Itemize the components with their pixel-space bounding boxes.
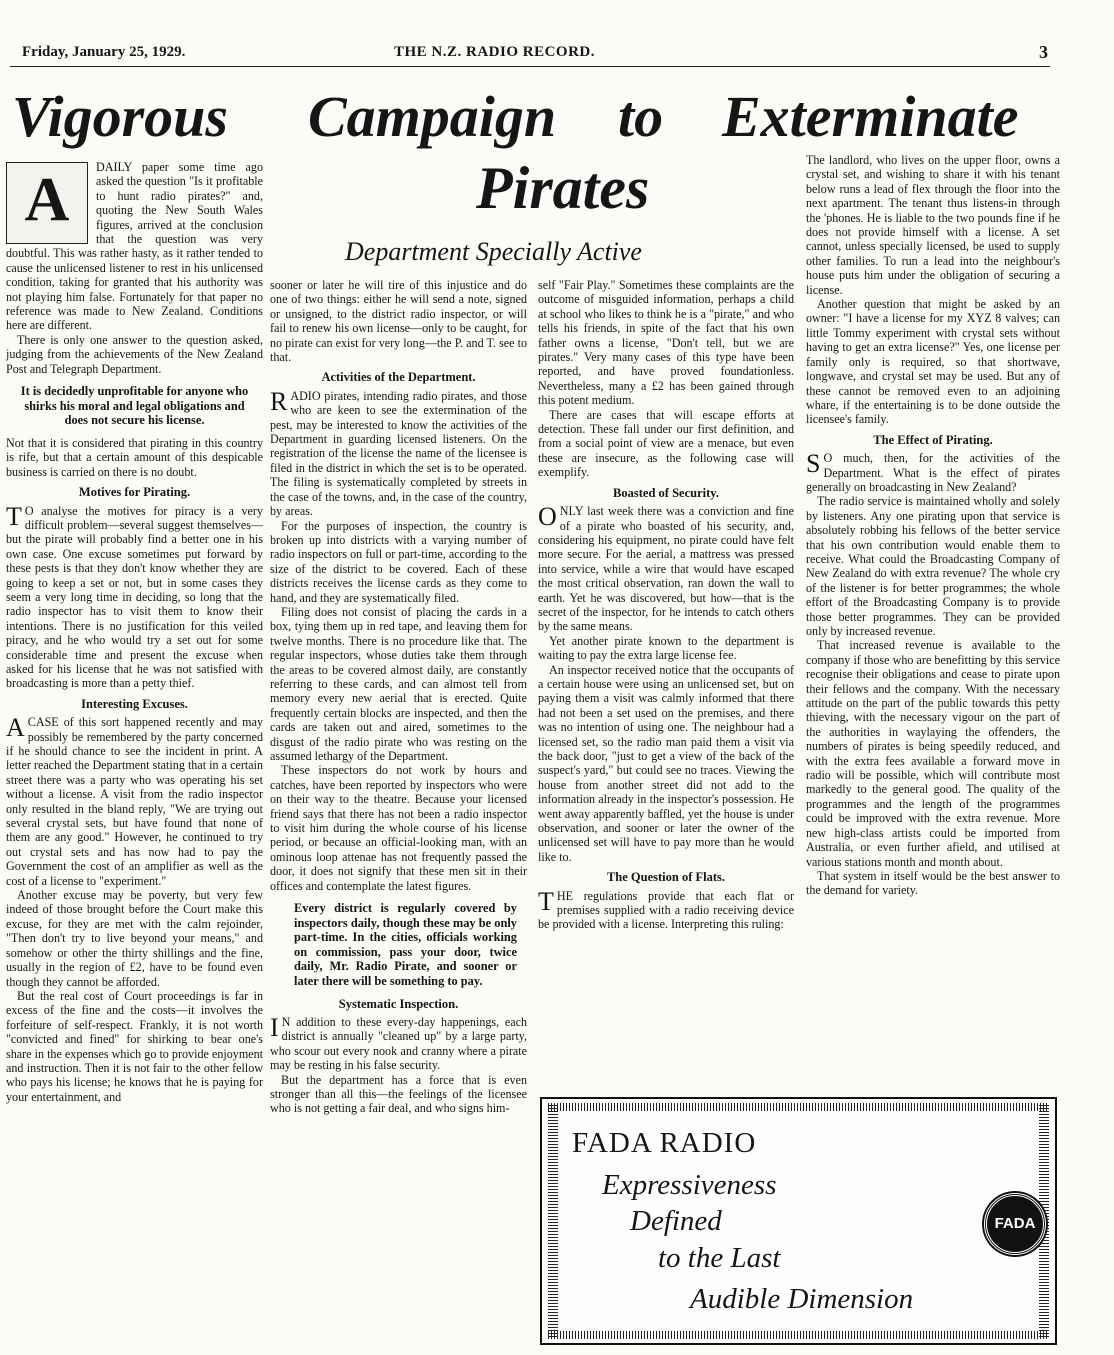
paragraph: S O much, then, for the activities of the Department. What is the effect of pirates generally on broadcasting in New Zealand?	[806, 449, 1060, 494]
section-heading-excuses: Interesting Excuses.	[81, 696, 188, 711]
headline-word-campaign: Campaign	[308, 84, 557, 149]
article-column-4	[806, 153, 1060, 898]
drop-cap: A	[6, 713, 25, 743]
drop-cap: T	[6, 501, 22, 531]
headline-word-to: to	[618, 84, 664, 149]
headline-word-exterminate: Exterminate	[722, 84, 1019, 149]
paragraph: T O analyse the motives for piracy is a very difficult problem—several suggest themselves—but the pirate will probably find a better one in his own case. One excuse sometimes put forward by these pests is that they don't know whether they are going to keep a set or not, but in some cases they seem a very long time in deciding, so long that the radio inspector has to visit them to know their intentions. There is no justification for this veiled piracy, and he who would try a set out for some considerable time and present the excuse when asked for his license that he was not satisfied with broadcasting is more than a petty thief.	[6, 501, 263, 691]
paragraph: There are cases that will escape efforts at detection. These fall under our first definition, and from a social point of view are a menace, but even these are insecure, as the following case will exemplify.	[538, 407, 794, 480]
article-column-3	[538, 278, 794, 932]
ad-brand-line: FADA RADIO	[572, 1127, 757, 1159]
drop-cap: S	[806, 449, 821, 479]
section-heading-motives: Motives for Pirating.	[78, 485, 191, 500]
paragraph: ACASE of this sort happened recently and may possibly be remembered by the party concerned if he should chance to see the incident in print. A letter reached the Department stating that in a certain street there was a party who was operating his set without a license. A visit from the radio inspector only resulted in the bland reply, "We are trying out several crystal sets, but have found that none of them are any good." However, he continued to try out crystal sets and has now had to pay the Government the cost of an amplifier as well as the cost of a license to "experiment."	[6, 713, 263, 888]
paragraph: But the real cost of Court proceedings is far in excess of the fine and the costs—it involves the forfeiture of self-respect. Frankly, it is not worth "convicted and fined" for shirking to bear one's share in the expenses which go to provide enjoyment and instruction. Then it is not fair to the other fellow who pays his license; he knows that he is paying for your entertainment, and	[6, 988, 263, 1104]
ad-border-top	[548, 1103, 1049, 1111]
issue-date: Friday, January 25, 1929.	[22, 44, 186, 60]
paragraph: That system in itself would be the best answer to the demand for variety.	[806, 868, 1060, 898]
paragraph: self "Fair Play." Sometimes these complaints are the outcome of misguided information, perhaps a child at school who likes to think he is a "pirate," and who tells his friends, in spite of the fact that his own father owns a license, "Don't tell, but we are pirates." Very many cases of this type have been reported, and have proved foundationless. Nevertheless, many a £2 has been gained through this potent medium.	[538, 278, 794, 408]
paragraph: ONLY last week there was a conviction and fine of a pirate who boasted of his security, and, considering his equipment, no pirate could have felt more secure. For the aerial, a mattress was pressed into service, while a wire that would have escaped the most critical observation, ran down the wall to earth. Yet he was discovered, but how—that is the secret of the inspector, for he intends to catch others by the same means.	[538, 502, 794, 634]
paragraph: sooner or later he will tire of this injustice and do one of two things: either he will send a note, signed or unsigned, to the district radio inspector, or will fail to renew his own license—only to be caught, for no pirate can exist for very long—the P. and T. see to that.	[270, 278, 527, 365]
ad-border-bottom	[548, 1331, 1049, 1339]
ad-tagline-4: Audible Dimension	[690, 1283, 914, 1315]
paragraph: Yet another pirate known to the department is waiting to pay the extra large license fee.	[538, 633, 794, 663]
decorative-initial: A	[6, 162, 88, 244]
emphasis-paragraph: It is decidedly unprofitable for anyone who shirks his moral and legal obligations and does not secure his license.	[20, 384, 249, 428]
paragraph: There is only one answer to the question asked, judging from the achievements of the New Zealand Post and Telegraph Department.	[6, 332, 263, 376]
subheadline: Department Specially Active	[345, 237, 642, 266]
intro-paragraph: A DAILY paper some time ago asked the question "Is it profitable to hunt radio pirates?" and, quoting the New South Wales figures, arrived at the conclusion that the question was very doubtful. This was rather hasty, as it rather tended to cause the unlicensed listener to rest in his unlicensed condition, taking for granted that his authority was not playing him false. Fortunately for that paper no reference was made to New Zealand. Conditions here are different.	[6, 160, 263, 333]
paper-title: THE N.Z. RADIO RECORD.	[394, 44, 596, 60]
section-heading-systematic: Systematic Inspection.	[338, 996, 459, 1011]
headline-word-vigorous: Vigorous	[12, 84, 228, 149]
paragraph: That increased revenue is available to the company if those who are benefitting by this service recognise their obligations and cease to pirate upon their fellows and the company. With the necessary attitude on the part of the public towards this petty thieving, with the necessary vigour on the part of the authorities in waylaying the offenders, the numbers of pirates is being speedily reduced, and with the extra fees available a forward move in radio will be possible, which will contribute most markedly to the general good. The quality of the programmes and the length of the programmes could be improved with the extra revenue. More new high-class artists could be imported from Australia, or even further afield, and utilised at various stations month and month about.	[806, 638, 1060, 869]
fada-logo-icon: FADA	[984, 1193, 1046, 1255]
drop-cap: T	[538, 886, 554, 916]
drop-cap: O	[538, 502, 557, 532]
paragraph: The radio service is maintained wholly and solely by listeners. Any one pirating upon that service is absolutely robbing his fellows of the better service that his own contribution would enable them to receive. What could the Broadcasting Company of New Zealand do with extra revenue? The whole cry of the listener is for better programmes; the whole effort of the Broadcasting Company is to provide those better programmes. They can be provided only by increased revenue.	[806, 494, 1060, 638]
paragraph: These inspectors do not work by hours and catches, have been reported by inspectors who were on their way to the theatre. Because your licensed friend says that there has not been a radio inspector to visit him during the whole course of his license period, or because an official-looking man, with an ominous loop attenae has not frequently passed the door, it does not signify that these men sit in their offices and contemplate the latest figures.	[270, 763, 527, 893]
paragraph: Another question that might be asked by an owner: "I have a license for my XYZ 8 valves; can little Tommy experiment with crystal sets without having to get an extra license?" Yes, one license per family only is required, so that shortwave, longwave, and crystal set may be used. But any of these cannot be removed even to an adjoining whare, if the entertaining is to be done outside the licensee's family.	[806, 297, 1060, 427]
section-heading-flats: The Question of Flats.	[606, 870, 726, 885]
article-column-1	[6, 160, 263, 1104]
fada-radio-advertisement	[540, 1097, 1057, 1345]
drop-cap: R	[270, 386, 288, 416]
ad-tagline-1: Expressiveness	[602, 1169, 777, 1201]
section-heading-boasted: Boasted of Security.	[613, 485, 719, 500]
paragraph: Another excuse may be poverty, but very few indeed of those brought before the Court make this excuse, for they are met with the calm rejoinder, "Then don't try to live beyond your means," and somehow or other the thirty shillings and the fine, usually in the region of £2, have to be found even though they cannot be afforded.	[6, 888, 263, 989]
header-rule	[10, 66, 1050, 67]
page-number: 3	[1039, 42, 1048, 62]
section-heading-activities: Activities of the Department.	[321, 370, 476, 385]
paragraph: Not that it is considered that pirating in this country is rife, but that a certain amount of this despicable business is carried on there is no doubt.	[6, 435, 263, 479]
paragraph: RADIO pirates, intending radio pirates, and those who are keen to see the extermination of the pest, may be interested to know the activities of the Department in guarding licensed listeners. On the registration of the license the name of the licensee is filed in the district in which the set is to be operated. The filing is systematically completed by streets in the case of the towns, and, in the case of the country, by areas.	[270, 386, 527, 519]
paragraph: The landlord, who lives on the upper floor, owns a crystal set, and wishing to share it with his tenant below runs a lead of flex through the floor into the next apartment. The tenant thus listens-in through the 'phones. He is liable to the two pounds fine if he does not provide himself with a license. A set cannot, unless specially licensed, be used to supply other families. To run a lead into the neighbour's house puts him under the obligation of securing a license.	[806, 153, 1060, 297]
paragraph: Filing does not consist of placing the cards in a box, tying them up in red tape, and leaving them for twelve months. There is no procedure like that. The regular inspectors, whose duties take them through the areas to be covered almost daily, are constantly referring to these cards, and can almost tell from memory every new aerial that is erected. Quite frequently certain blocks are inspected, and then the cards are taken out and aired, sometimes to the disgust of the radio pirate who was resting on the assumed lethargy of the Department.	[270, 604, 527, 763]
section-heading-effect: The Effect of Pirating.	[873, 432, 993, 447]
paragraph: But the department has a force that is even stronger than all this—the feelings of the licensee who is not getting a fair deal, and who signs him-	[270, 1072, 527, 1116]
headline-pirates: Pirates	[476, 155, 650, 221]
ad-tagline-3: to the Last	[658, 1242, 781, 1274]
emphasis-paragraph: Every district is regularly covered by inspectors daily, though these may be only part-time. In the cities, officials working on commission, pass your door, twice daily, Mr. Radio Pirate, and sooner or later there will be something to pay.	[294, 901, 517, 989]
paragraph: For the purposes of inspection, the country is broken up into districts with a varying number of radio inspectors on full or part-time, according to the size of the district to be covered. Each of these districts receives the license cards as they come to hand, and they are systematically filed.	[270, 518, 527, 605]
paragraph: I N addition to these every-day happenings, each district is annually "cleaned up" by a large party, who scour out every nook and cranny where a pirate may be resting in his false security.	[270, 1013, 527, 1073]
ad-border-left	[548, 1105, 558, 1337]
paragraph: An inspector received notice that the occupants of a certain house were using an unlicensed set, but on paying them a visit was calmly informed that there had not been a set used on the premises, and there was no intention of using one. The neighbour had a licensed set, so the radio man paid them a visit via the back door, "just to get a view of the back of the suspect's yard," but could see no traces. Viewing the house from another street did not add to the information already in the inspector's possession. He went away apparently baffled, yet the house is under observation, and sooner or later the owner of the unlicensed set will have to pay more than he would like to.	[538, 662, 794, 864]
ad-tagline-2: Defined	[630, 1205, 722, 1237]
drop-cap: I	[270, 1013, 279, 1043]
masthead	[22, 44, 1048, 64]
article-column-2	[270, 278, 527, 1116]
paragraph: THE regulations provide that each flat or premises supplied with a radio receiving device be provided with a license. Interpreting this ruling:	[538, 886, 794, 932]
